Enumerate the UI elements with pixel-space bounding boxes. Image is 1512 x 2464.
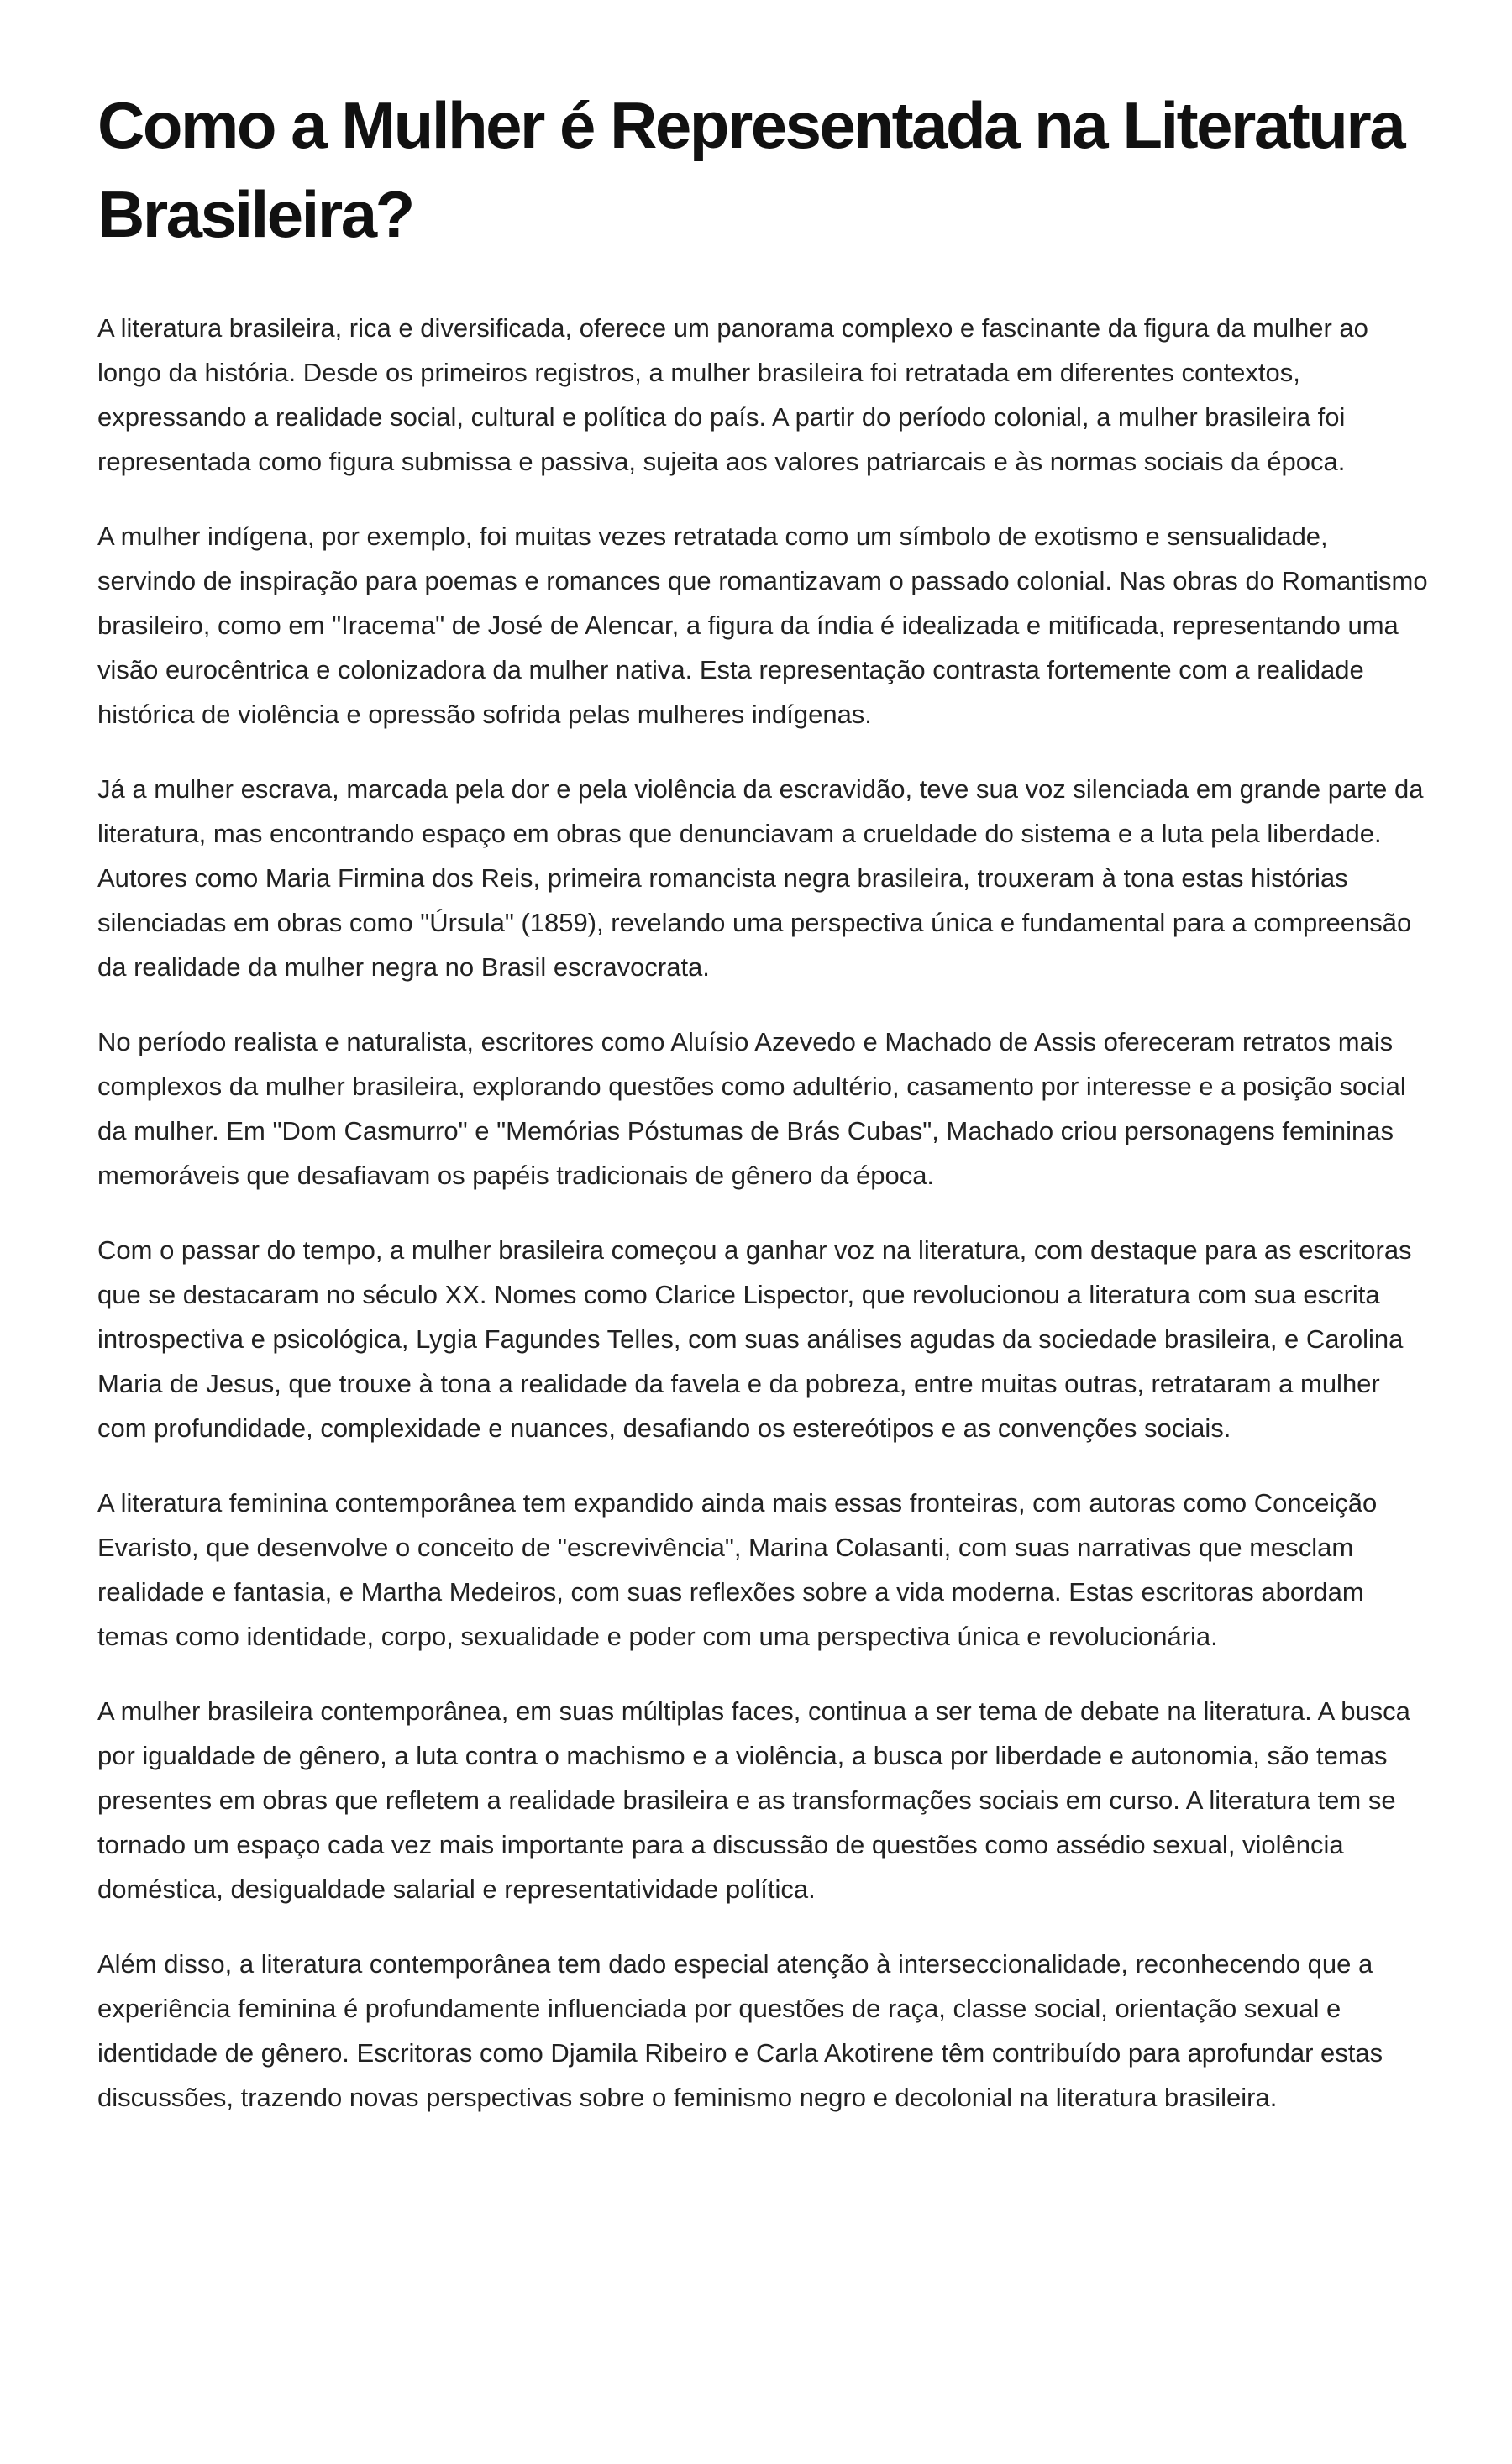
paragraph: A literatura brasileira, rica e diversificada, oferece um panorama complexo e fascinante da figura da mulher ao longo da história. Desde os primeiros registros, a mulher brasileira foi retratada em diferentes contextos, expressando a realidade social, cultural e política do país. A partir do período colonial, a mulher brasileira foi representada como figura submissa e passiva, sujeita aos valores patriarcais e às normas sociais da época. <box>97 313 1368 476</box>
paragraph: A literatura feminina contemporânea tem expandido ainda mais essas fronteiras, com autoras como Conceição Evaristo, que desenvolve o conceito de "escrevivência", Marina Colasanti, com suas narrativas que mesclam realidade e fantasia, e Martha Medeiros, com suas reflexões sobre a vida moderna. Estas escritoras abordam temas como identidade, corpo, sexualidade e poder com uma perspectiva única e revolucionária. <box>97 1488 1378 1651</box>
paragraph: Além disso, a literatura contemporânea tem dado especial atenção à interseccionalidade, reconhecendo que a experiência feminina é profundamente influenciada por questões de raça, classe social, orientação sexual e identidade de gênero. Escritoras como Djamila Ribeiro e Carla Akotirene têm contribuído para aprofundar estas discussões, trazendo novas perspectivas sobre o feminismo negro e decolonial na literatura brasileira. <box>97 1949 1383 2112</box>
paragraph: Já a mulher escrava, marcada pela dor e pela violência da escravidão, teve sua voz silenciada em grande parte da literatura, mas encontrando espaço em obras que denunciavam a crueldade do sistema e a luta pela liberdade. Autores como Maria Firmina dos Reis, primeira romancista negra brasileira, trouxeram à tona estas histórias silenciadas em obras como "Úrsula" (1859), revelando uma perspectiva única e fundamental para a compreensão da realidade da mulher negra no Brasil escravocrata. <box>97 774 1424 982</box>
paragraph: Com o passar do tempo, a mulher brasileira começou a ganhar voz na literatura, com destaque para as escritoras que se destacaram no século XX. Nomes como Clarice Lispector, que revolucionou a literatura com sua escrita introspectiva e psicológica, Lygia Fagundes Telles, com suas análises agudas da sociedade brasileira, e Carolina Maria de Jesus, que trouxe à tona a realidade da favela e da pobreza, entre muitas outras, retrataram a mulher com profundidade, complexidade e nuances, desafiando os estereótipos e as convenções sociais. <box>97 1235 1412 1443</box>
paragraph: A mulher brasileira contemporânea, em suas múltiplas faces, continua a ser tema de debate na literatura. A busca por igualdade de gênero, a luta contra o machismo e a violência, a busca por liberdade e autonomia, são temas presentes em obras que refletem a realidade brasileira e as transformações sociais em curso. A literatura tem se tornado um espaço cada vez mais importante para a discussão de questões como assédio sexual, violência doméstica, desigualdade salarial e representatividade política. <box>97 1696 1410 1904</box>
paragraph: No período realista e naturalista, escritores como Aluísio Azevedo e Machado de Assis ofereceram retratos mais complexos da mulher brasileira, explorando questões como adultério, casamento por interesse e a posição social da mulher. Em "Dom Casmurro" e "Memórias Póstumas de Brás Cubas", Machado criou personagens femininas memoráveis que desafiavam os papéis tradicionais de gênero da época. <box>97 1027 1406 1190</box>
article-title: Como a Mulher é Representada na Literatura Brasileira? <box>97 88 1404 251</box>
article <box>97 81 1433 2150</box>
paragraph: A mulher indígena, por exemplo, foi muitas vezes retratada como um símbolo de exotismo e sensualidade, servindo de inspiração para poemas e romances que romantizavam o passado colonial. Nas obras do Romantismo brasileiro, como em "Iracema" de José de Alencar, a figura da índia é idealizada e mitificada, representando uma visão eurocêntrica e colonizadora da mulher nativa. Esta representação contrasta fortemente com a realidade histórica de violência e opressão sofrida pelas mulheres indígenas. <box>97 522 1428 729</box>
